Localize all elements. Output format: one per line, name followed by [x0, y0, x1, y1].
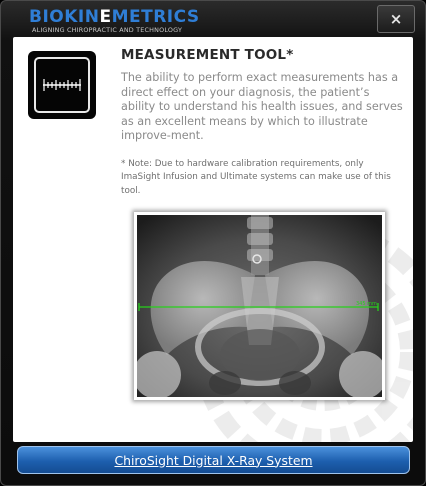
logo-text-highlight: E: [99, 7, 112, 27]
hardware-note: * Note: Due to hardware calibration requirements, only ImaSight Infusion and Ultimate systems can make use of this tool.: [121, 159, 391, 196]
ruler-icon: [28, 51, 96, 119]
ruler-icon-frame: [34, 57, 90, 113]
close-button[interactable]: [377, 5, 415, 33]
chirosight-xray-button[interactable]: [17, 446, 410, 474]
close-icon: ×: [389, 10, 403, 28]
pelvis-xray-graphic: [137, 215, 382, 397]
logo-text-post: METRICS: [111, 7, 200, 27]
logo-wordmark: [29, 8, 200, 26]
chirosight-xray-button-label: ChiroSight Digital X-Ray System: [114, 452, 313, 468]
xray-image-frame: [134, 212, 385, 400]
feature-description: The ability to perform exact measurements has a direct effect on your diagnosis, the patient’s ability to understand his health issues, and serves as an excellent means by which to illustrate improve-ment.: [121, 71, 403, 143]
content-panel: [13, 37, 413, 442]
logo-text-pre: BIOKIN: [29, 7, 100, 27]
logo-tagline: ALIGNING CHIROPRACTIC AND TECHNOLOGY: [32, 26, 183, 34]
title-bar: [1, 1, 425, 39]
biokinemetrics-logo: [29, 8, 200, 34]
pelvis-xray-image: [137, 215, 382, 397]
measurement-label: 345 mm: [356, 301, 377, 307]
feature-title: MEASUREMENT TOOL*: [121, 47, 294, 63]
ruler-glyph-icon: [41, 75, 83, 95]
